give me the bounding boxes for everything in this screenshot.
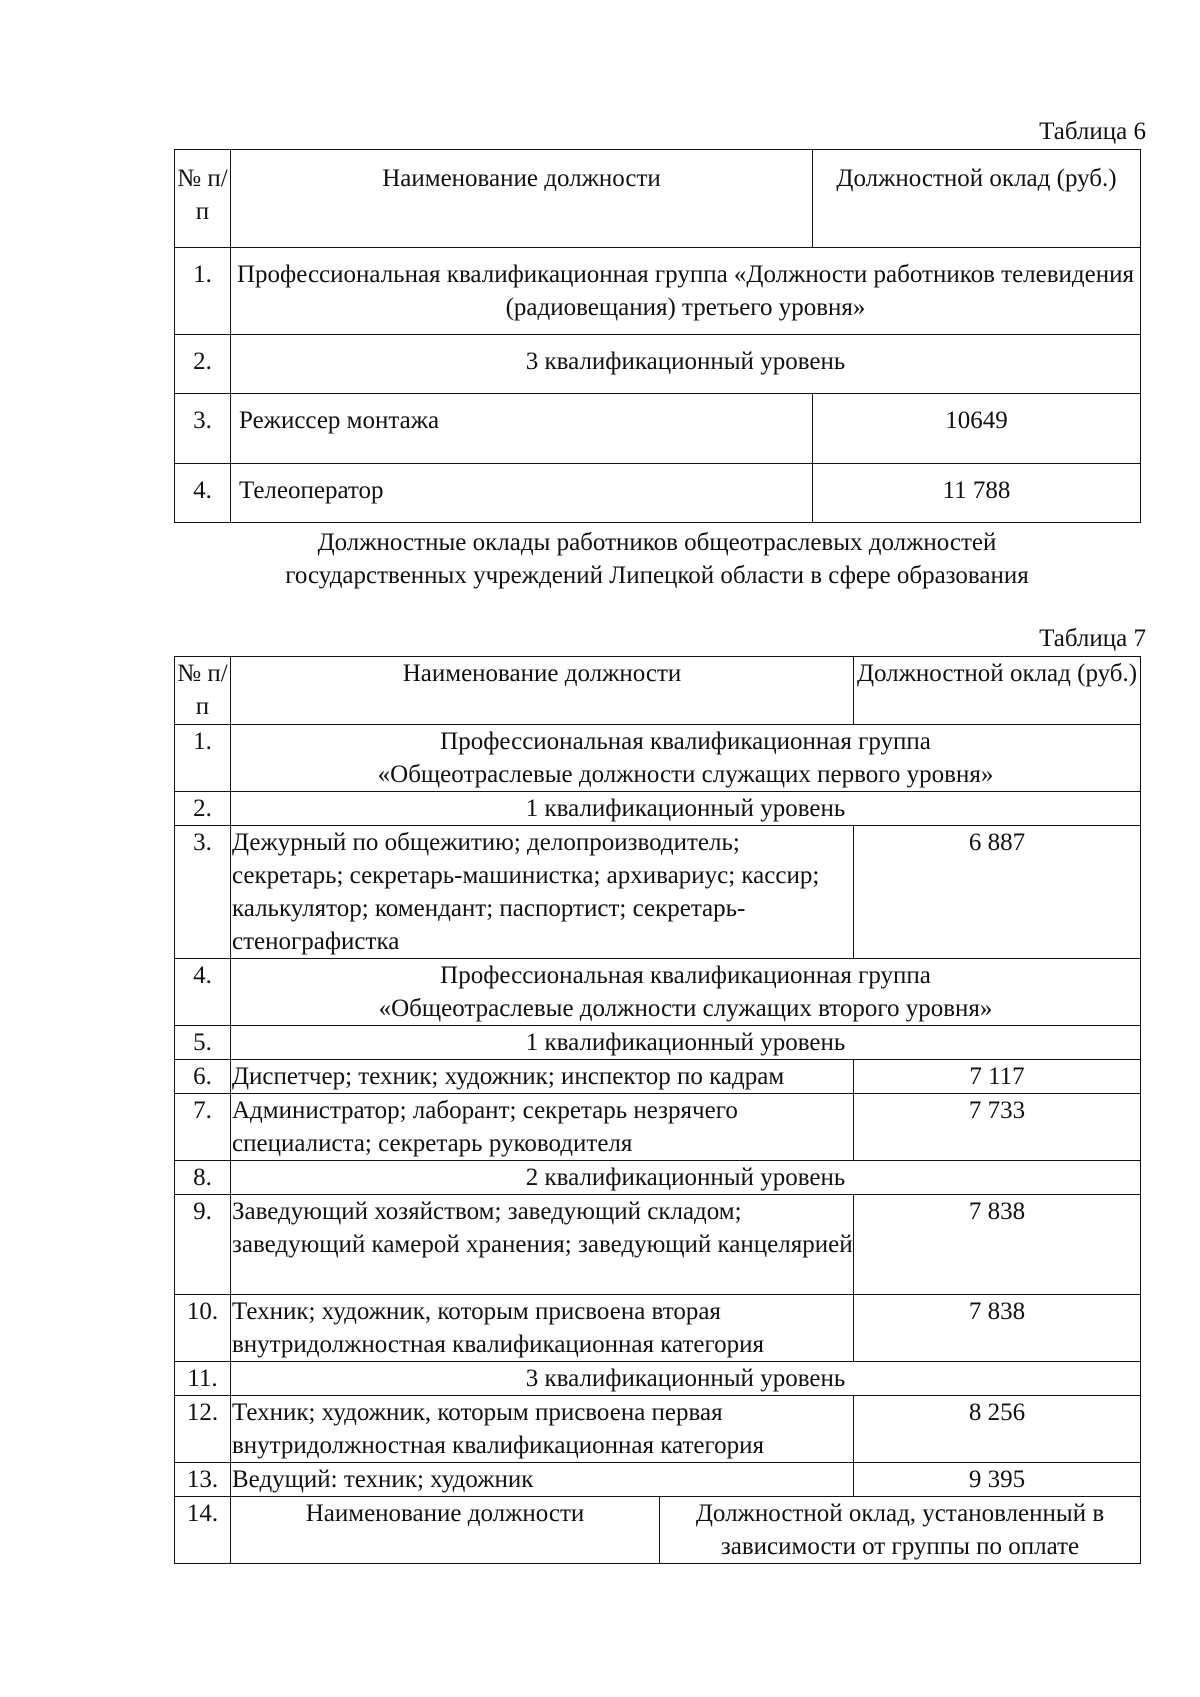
table6-row: [175, 464, 1141, 523]
position-name: Дежурный по общежитию; делопроизводитель; секретарь; секретарь-машинистка; архивариус; кассир; калькулятор; комендант; паспортист; секретарь-стенографистка: [231, 826, 854, 959]
table6-caption: Таблица 6: [1039, 118, 1146, 145]
section-heading-line: государственных учреждений Липецкой области в сфере образования: [285, 562, 1029, 589]
level-title: 2 квалификационный уровень: [231, 1161, 1141, 1195]
table6-header-name: Наименование должности: [231, 150, 813, 248]
row-number: 7.: [175, 1094, 231, 1161]
table7: [174, 656, 1141, 1564]
table6: [174, 149, 1141, 523]
group-title-line: «Общеотраслевые должности служащих первого уровня»: [377, 761, 994, 788]
table7-header-salary: Должностной оклад (руб.): [854, 657, 1141, 725]
salary-value: 7 838: [854, 1195, 1141, 1295]
row-number: 8.: [175, 1161, 231, 1195]
row-number: 6.: [175, 1060, 231, 1094]
row-number: 12.: [175, 1396, 231, 1463]
level-title: 3 квалификационный уровень: [231, 335, 1141, 394]
group-title-line: «Общеотраслевые должности служащих второго уровня»: [378, 995, 993, 1022]
section-heading-line: Должностные оклады работников общеотраслевых должностей: [317, 529, 997, 556]
group-title: Профессиональная квалификационная группа «Должности работников телевидения (радиовещания) третьего уровня»: [231, 248, 1141, 335]
table7-row: [175, 1161, 1141, 1195]
table7-row: [175, 1094, 1141, 1161]
row-number: 4.: [175, 464, 231, 523]
group-title: [231, 725, 1141, 792]
row-number: 9.: [175, 1195, 231, 1295]
section-heading: [174, 526, 1140, 592]
salary-value: 7 733: [854, 1094, 1141, 1161]
row-number: 11.: [175, 1362, 231, 1396]
row-number: 2.: [175, 792, 231, 826]
table7-caption: Таблица 7: [1039, 625, 1146, 652]
row-number: 13.: [175, 1463, 231, 1497]
group-title-line: Профессиональная квалификационная группа: [440, 728, 931, 755]
table7-row: [175, 725, 1141, 792]
position-name: Техник; художник, которым присвоена вторая внутридолжностная квалификационная категория: [231, 1295, 854, 1362]
table7-row: [175, 1497, 1141, 1564]
row-number: 10.: [175, 1295, 231, 1362]
table7-row: [175, 1195, 1141, 1295]
position-name: Ведущий: техник; художник: [231, 1463, 854, 1497]
level-title: 1 квалификационный уровень: [231, 1026, 1141, 1060]
table6-row: [175, 248, 1141, 335]
subheader-name: Наименование должности: [231, 1497, 660, 1564]
group-title-line: Профессиональная квалификационная группа: [440, 962, 931, 989]
row-number: 5.: [175, 1026, 231, 1060]
row-number: 1.: [175, 725, 231, 792]
table7-header-name: Наименование должности: [231, 657, 854, 725]
table6-row: [175, 394, 1141, 464]
table7-row: [175, 959, 1141, 1026]
table7-row: [175, 1463, 1141, 1497]
table7-row: [175, 1295, 1141, 1362]
table7-row: [175, 1060, 1141, 1094]
table7-row: [175, 792, 1141, 826]
position-name: Администратор; лаборант; секретарь незрячего специалиста; секретарь руководителя: [231, 1094, 854, 1161]
table6-header-salary: Должностной оклад (руб.): [813, 150, 1141, 248]
table6-header-row: [175, 150, 1141, 248]
table6-header-num: № п/п: [175, 150, 231, 248]
position-name: Диспетчер; техник; художник; инспектор по кадрам: [231, 1060, 854, 1094]
subheader-salary: Должностной оклад, установленный в зависимости от группы по оплате: [660, 1497, 1141, 1564]
row-number: 3.: [175, 394, 231, 464]
salary-value: 11 788: [813, 464, 1141, 523]
table6-row: [175, 335, 1141, 394]
salary-value: 10649: [813, 394, 1141, 464]
row-number: 3.: [175, 826, 231, 959]
table7-row: [175, 1396, 1141, 1463]
salary-value: 7 117: [854, 1060, 1141, 1094]
row-number: 1.: [175, 248, 231, 335]
table7-header-row: [175, 657, 1141, 725]
salary-value: 9 395: [854, 1463, 1141, 1497]
salary-value: 7 838: [854, 1295, 1141, 1362]
table7-header-num: № п/п: [175, 657, 231, 725]
table7-row: [175, 1026, 1141, 1060]
row-number: 4.: [175, 959, 231, 1026]
position-name: Режиссер монтажа: [231, 394, 813, 464]
row-number: 14.: [175, 1497, 231, 1564]
group-title: [231, 959, 1141, 1026]
table7-row: [175, 1362, 1141, 1396]
salary-value: 6 887: [854, 826, 1141, 959]
table7-row: [175, 826, 1141, 959]
level-title: 1 квалификационный уровень: [231, 792, 1141, 826]
level-title: 3 квалификационный уровень: [231, 1362, 1141, 1396]
salary-value: 8 256: [854, 1396, 1141, 1463]
row-number: 2.: [175, 335, 231, 394]
position-name: Заведующий хозяйством; заведующий складом; заведующий камерой хранения; заведующий канцелярией: [231, 1195, 854, 1295]
position-name: Телеоператор: [231, 464, 813, 523]
position-name: Техник; художник, которым присвоена первая внутридолжностная квалификационная категория: [231, 1396, 854, 1463]
